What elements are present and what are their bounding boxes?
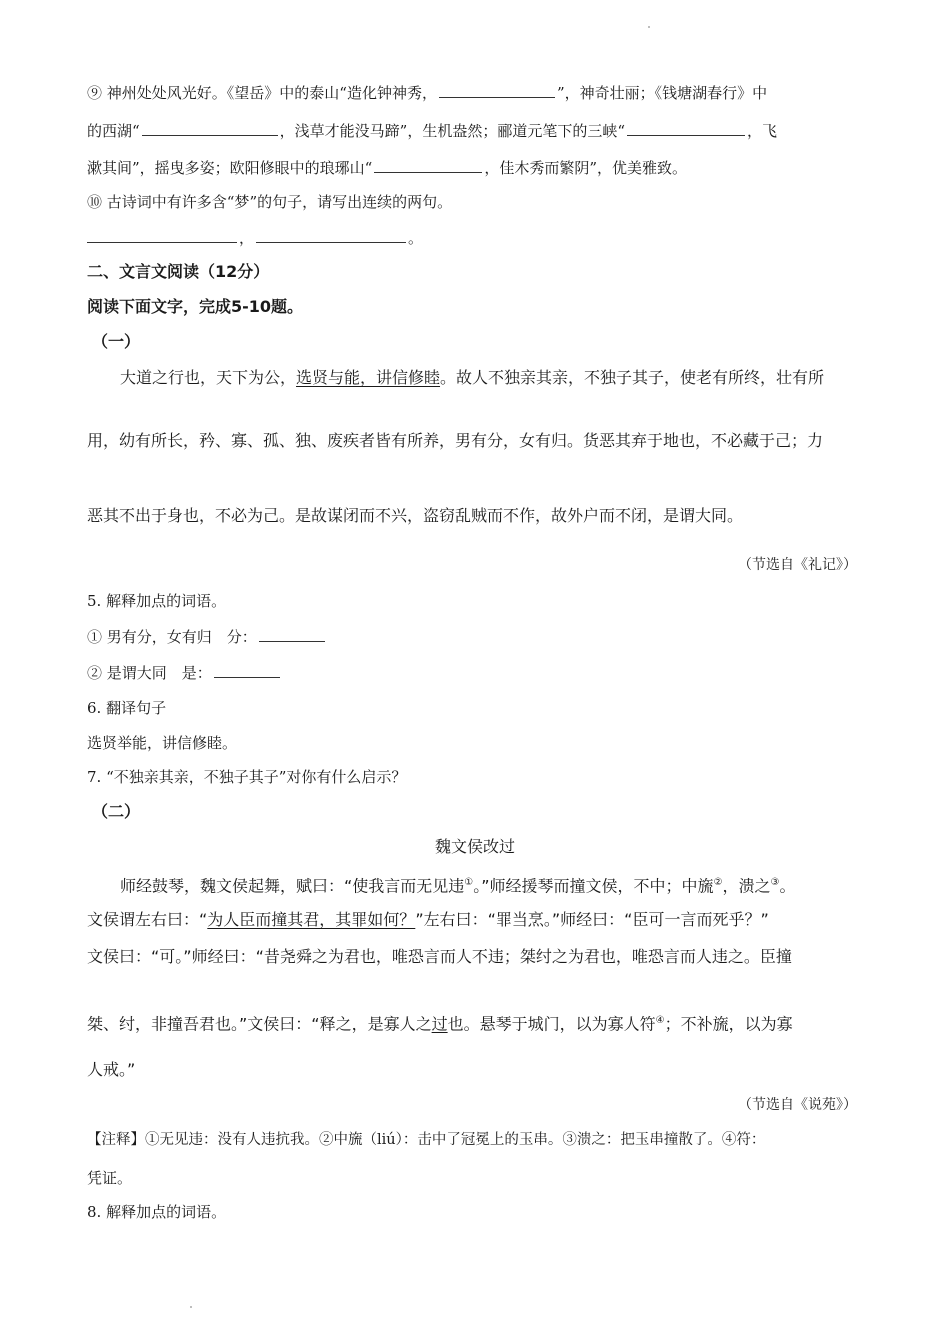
blank-q9-2[interactable] — [142, 119, 278, 136]
q6: 6. 翻译句子 — [87, 699, 167, 717]
q9-line-1: ⑨ 神州处处风光好。《望岳》中的泰山“造化钟神秀， ”，神奇壮丽；《钱塘湖春行》中 — [87, 81, 857, 104]
q5-item-1: ① 男有分，女有归 分： — [87, 625, 857, 648]
corner-dot — [648, 26, 650, 28]
blank-q5-2[interactable] — [214, 661, 280, 678]
q5: 5. 解释加点的词语。 — [87, 592, 227, 610]
blank-q5-1[interactable] — [259, 625, 325, 642]
part2-line-2: 文侯谓左右曰：“为人臣而撞其君，其罪如何？”左右曰：“罪当烹。”师经曰：“臣可一言而死乎？” — [87, 910, 769, 929]
underlined-word: 过 — [431, 1014, 448, 1034]
part2-line-4: 桀、纣，非撞吾君也。”文侯曰：“释之，是寡人之过也。悬琴于城门，以为寡人符④；不补旒，以为寡 — [87, 1014, 793, 1034]
part1-label: （一） — [92, 332, 141, 351]
q7: 7. “不独亲其亲，不独子其子”对你有什么启示？ — [87, 768, 407, 786]
notes-line-2: 凭证。 — [87, 1169, 133, 1187]
q6-sentence: 选贤举能，讲信修睦。 — [87, 734, 238, 752]
q8: 8. 解释加点的词语。 — [87, 1203, 227, 1221]
part2-source: （节选自《说苑》） — [738, 1097, 857, 1113]
part2-line-5: 人戒。” — [87, 1060, 136, 1079]
blank-q10-1[interactable] — [87, 226, 237, 243]
section2-title: 二、文言文阅读（12分） — [87, 262, 270, 281]
blank-q9-4[interactable] — [374, 156, 482, 173]
part1-paragraph-line-2: 用，幼有所长，矜、寡、孤、独、废疾者皆有所养，男有分，女有归。货恶其弃于地也，不必藏于己；力 — [87, 431, 824, 450]
blank-q9-3[interactable] — [627, 119, 745, 136]
q5-item-2: ② 是谓大同 是： — [87, 661, 857, 684]
q10-line: ⑩ 古诗词中有许多含“梦”的句子，请写出连续的两句。 — [87, 193, 453, 211]
underlined-sentence: 为人臣而撞其君，其罪如何？ — [207, 910, 416, 929]
q9-line-3: 漱其间”，摇曳多姿；欧阳修眼中的琅琊山“ ，佳木秀而繁阴”，优美雅致。 — [87, 156, 857, 179]
part1-paragraph-line-1: 大道之行也，天下为公，选贤与能，讲信修睦。故人不独亲其亲，不独子其子，使老有所终，壮有所 — [120, 368, 825, 387]
part2-title: 魏文侯改过 — [434, 837, 515, 856]
part2-label: （二） — [92, 802, 141, 821]
part2-line-3: 文侯曰：“可。”师经曰：“昔尧舜之为君也，唯恐言而人不违；桀纣之为君也，唯恐言而人违之。臣撞 — [87, 947, 792, 966]
q9-line-2: 的西湖“ ，浅草才能没马蹄”，生机盎然；郦道元笔下的三峡“ ，飞 — [87, 119, 857, 142]
part1-paragraph-line-3: 恶其不出于身也，不必为己。是故谋闭而不兴，盗窃乱贼而不作，故外户而不闭，是谓大同。 — [87, 506, 744, 525]
underlined-phrase: 选贤与能，讲信修睦 — [296, 368, 441, 387]
notes-line-1: 【注释】①无见违：没有人违抗我。②中旒（liú）：击中了冠冕上的玉串。③溃之：把玉串撞散了。④符： — [87, 1132, 766, 1148]
footer-dot — [190, 1306, 192, 1308]
part2-line-1: 师经鼓琴，魏文侯起舞，赋曰：“使我言而无见违①。”师经援琴而撞文侯，不中；中旒②，溃之③。 — [120, 876, 796, 896]
part1-source: （节选自《礼记》） — [738, 557, 857, 573]
section2-instruction: 阅读下面文字，完成5-10题。 — [87, 297, 304, 316]
blank-q9-1[interactable] — [439, 81, 555, 98]
blank-q10-2[interactable] — [256, 226, 406, 243]
q10-answer-line: ， 。 — [87, 226, 857, 249]
